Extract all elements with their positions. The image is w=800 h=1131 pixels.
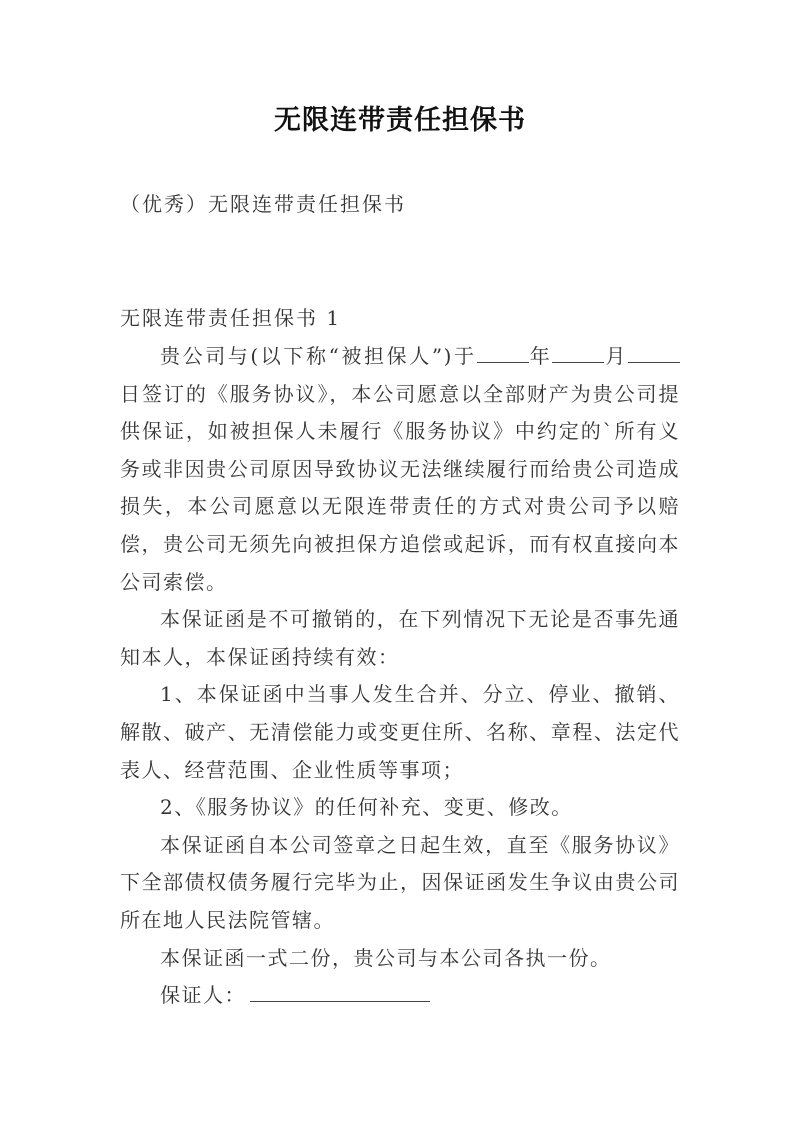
guarantor-line <box>120 977 680 1015</box>
paragraph-1 <box>120 338 680 601</box>
paragraph-1-intro: 贵公司与(以下称“被担保人”)于 <box>160 344 477 368</box>
month-label: 月 <box>604 344 629 368</box>
paragraph-6: 本保证函一式二份，贵公司与本公司各执一份。 <box>160 945 612 970</box>
guarantor-signature-blank <box>250 977 430 1002</box>
guarantor-label: 保证人： <box>160 983 246 1008</box>
year-label: 年 <box>528 344 553 368</box>
paragraph-2: 本保证函是不可撤销的，在下列情况下无论是否事先通知本人，本保证函持续有效： <box>120 607 680 669</box>
section-heading: 无限连带责任担保书 1 <box>120 306 342 330</box>
paragraph-3: 1、本保证函中当事人发生合并、分立、停业、撤销、解散、破产、无清偿能力或变更住所、名称、章程、法定代表人、经营范围、企业性质等事项； <box>120 682 680 782</box>
month-blank <box>552 338 604 363</box>
paragraph-1-body: 日签订的《服务协议》，本公司愿意以全部财产为贵公司提供保证，如被担保人未履行《服务协议》中约定的`所有义务或非因贵公司原因导致协议无法继续履行而给贵公司造成损失，本公司愿意以无限连带责任的方式对贵公司予以赔偿，贵公司无须先向被担保方追偿或起诉，而有权直接向本公司索偿。 <box>120 381 680 594</box>
document-subtitle: （优秀）无限连带责任担保书 <box>120 192 406 216</box>
paragraph-5: 本保证函自本公司签章之日起生效，直至《服务协议》下全部债权债务履行完毕为止，因保证函发生争议由贵公司所在地人民法院管辖。 <box>120 832 680 932</box>
document-title: 无限连带责任担保书 <box>274 105 526 136</box>
document-body <box>120 338 680 1015</box>
day-blank <box>628 338 680 363</box>
paragraph-4: 2、《服务协议》的任何补充、变更、修改。 <box>160 795 573 820</box>
year-blank <box>477 338 529 363</box>
